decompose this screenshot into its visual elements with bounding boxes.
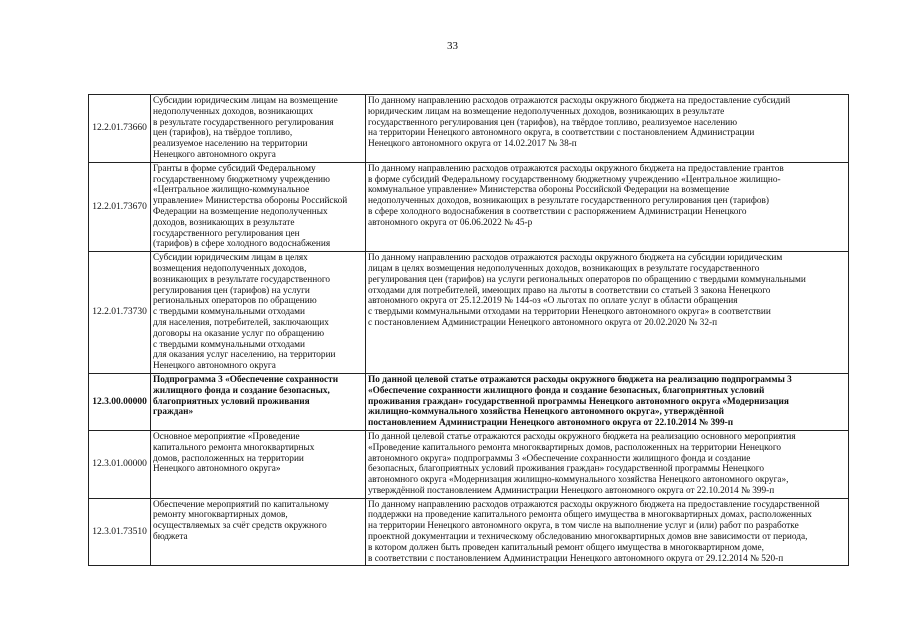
description-cell: По данной целевой статье отражаются расходы окружного бюджета на реализацию подпрограммы 3 «Обеспечение сохранности жилищного фонда и создание безопасных, благоприятных условий проживания граждан» государственной программы Ненецкого автономного округа «Модернизация жилищно-коммунального хозяйства Ненецкого автономного округа», утверждённой постановлением Администрации Ненецкого автономного округа от 22.10.2014 № 399-п xyxy=(366,373,849,430)
page-number: 33 xyxy=(447,40,458,52)
code-cell: 12.2.01.73670 xyxy=(89,162,151,251)
description-cell: По данному направлению расходов отражаются расходы окружного бюджета на предоставление государственной поддержки на проведение капитального ремонта общего имущества в многоквартирных домах, расположенных на территории Ненецкого автономного округа, в том числе на выполнение услуг и (или) работ по разработке проектной документации и техническому обследованию многоквартирных домов вне зависимости от периода, в котором должен быть проведен капитальный ремонт общего имущества в многоквартирном доме, в соответствии с постановлением Администрации Ненецкого автономного округа от 29.12.2014 № 520-п xyxy=(366,498,849,566)
description-cell: По данному направлению расходов отражаются расходы окружного бюджета на субсидии юридическим лицам в целях возмещения недополученных доходов, возникающих в результате государственного регулирования цен (тарифов) на услуги региональных операторов по обращению с твердыми коммунальными отходами для потребителей, имеющих право на льготы в соответствии со статьей 3 закона Ненецкого автономного округа от 25.12.2019 № 144-оз «О льготах по оплате услуг в области обращения с твердыми коммунальными отходами на территории Ненецкого автономного округа» в соответствии с постановлением Администрации Ненецкого автономного округа от 20.02.2020 № 32-п xyxy=(366,252,849,374)
table-row xyxy=(89,162,849,251)
code-cell: 12.2.01.73660 xyxy=(89,95,151,163)
table-row xyxy=(89,498,849,566)
description-cell: По данному направлению расходов отражаются расходы окружного бюджета на предоставление грантов в форме субсидий Федеральному государственному бюджетному учреждению «Центральное жилищно- коммунальное управление» Министерства обороны Российской Федерации на возмещение недополученных доходов, возникающих в результате государственного регулирования цен (тарифов) в сфере холодного водоснабжения в соответствии с распоряжением Администрации Ненецкого автономного округа от 06.06.2022 № 45-р xyxy=(366,162,849,251)
description-cell: По данному направлению расходов отражаются расходы окружного бюджета на предоставление субсидий юридическим лицам на возмещение недополученных доходов, возникающих в результате государственного регулирования цен (тарифов), на твёрдое топливо, реализуемое населению на территории Ненецкого автономного округа, в соответствии с постановлением Администрации Ненецкого автономного округа от 14.02.2017 № 38-п xyxy=(366,95,849,163)
name-cell: Обеспечение мероприятий по капитальному ремонту многоквартирных домов, осуществляемых за счёт средств окружного бюджета xyxy=(151,498,366,566)
description-cell: По данной целевой статье отражаются расходы окружного бюджета на реализацию основного мероприятия «Проведение капитального ремонта многоквартирных домов, расположенных на территории Ненецкого автономного округа» подпрограммы 3 «Обеспечение сохранности жилищного фонда и создание безопасных, благоприятных условий проживания граждан» государственной программы Ненецкого автономного округа «Модернизация жилищно-коммунального хозяйства Ненецкого автономного округа», утверждённой постановлением Администрации Ненецкого автономного округа от 22.10.2014 № 399-п xyxy=(366,430,849,498)
name-cell: Гранты в форме субсидий Федеральному государственному бюджетному учреждению «Центральное жилищно-коммунальное управление» Министерства обороны Российской Федерации на возмещение недополученных доходов, возникающих в результате государственного регулирования цен (тарифов) в сфере холодного водоснабжения xyxy=(151,162,366,251)
table-row xyxy=(89,373,849,430)
name-cell: Субсидии юридическим лицам в целях возмещения недополученных доходов, возникающих в результате государственного регулирования цен (тарифов) на услуги региональных операторов по обращению с твердыми коммунальными отходами для населения, потребителей, заключающих договоры на оказание услуг по обращению с твердыми коммунальными отходами для оказания услуг населению, на территории Ненецкого автономного округа xyxy=(151,252,366,374)
code-cell: 12.2.01.73730 xyxy=(89,252,151,374)
budget-classification-table xyxy=(88,94,849,566)
name-cell: Основное мероприятие «Проведение капитального ремонта многоквартирных домов, расположенных на территории Ненецкого автономного округа» xyxy=(151,430,366,498)
table-row xyxy=(89,430,849,498)
name-cell: Субсидии юридическим лицам на возмещение недополученных доходов, возникающих в результате государственного регулирования цен (тарифов), на твёрдое топливо, реализуемое населению на территории Ненецкого автономного округа xyxy=(151,95,366,163)
code-cell: 12.3.01.73510 xyxy=(89,498,151,566)
code-cell: 12.3.01.00000 xyxy=(89,430,151,498)
table-body xyxy=(89,95,849,566)
code-cell: 12.3.00.00000 xyxy=(89,373,151,430)
table-row xyxy=(89,252,849,374)
table-row xyxy=(89,95,849,163)
name-cell: Подпрограмма 3 «Обеспечение сохранности жилищного фонда и создание безопасных, благоприятных условий проживания граждан» xyxy=(151,373,366,430)
